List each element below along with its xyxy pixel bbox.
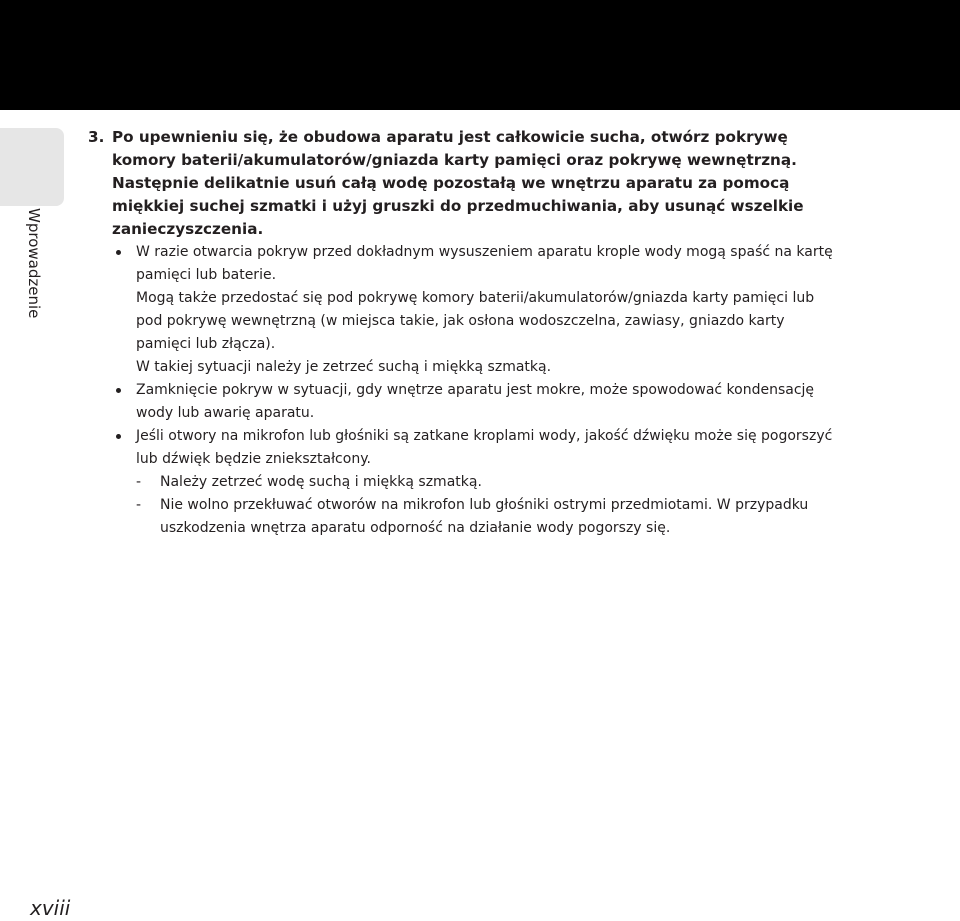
bullet-icon — [112, 241, 136, 379]
sub-item-text: Należy zetrzeć wodę suchą i miękką szmatką. — [160, 474, 482, 490]
header-band — [0, 0, 960, 110]
note-paragraph: W takiej sytuacji należy je zetrzeć suchą i miękką szmatką. — [136, 359, 552, 375]
step-3 — [88, 126, 948, 241]
note-paragraph: W razie otwarcia pokryw przed dokładnym wysuszeniem aparatu krople wody mogą spaść na kartę pamięci lub baterie. — [136, 244, 833, 283]
dash-marker: - — [136, 474, 142, 490]
section-label: Wprowadzenie — [25, 208, 43, 319]
dash-marker: - — [136, 497, 142, 513]
sub-item-text: Nie wolno przekłuwać otworów na mikrofon lub głośniki ostrymi przedmiotami. W przypadku uszkodzenia wnętrza aparatu odporność na działanie wody pogorszy się. — [160, 497, 809, 536]
notes-list — [88, 241, 948, 540]
note-paragraph: Zamknięcie pokryw w sytuacji, gdy wnętrze aparatu jest mokre, może spowodować kondensację wody lub awarię aparatu. — [136, 382, 815, 421]
step-text: Po upewnieniu się, że obudowa aparatu jest całkowicie sucha, otwórz pokrywę komory baterii/akumulatorów/gniazda karty pamięci oraz pokrywę wewnętrzną. Następnie delikatnie usuń całą wodę pozostałą we wnętrzu aparatu za pomocą miękkiej suchej szmatki i użyj gruszki do przedmuchiwania, aby usunąć wszelkie zanieczyszczenia. — [112, 128, 804, 238]
list-item — [112, 241, 842, 379]
sub-list-item — [136, 494, 842, 540]
bullet-icon — [112, 379, 136, 425]
bullet-icon — [112, 425, 136, 540]
sub-list-item — [136, 471, 842, 494]
list-item — [112, 379, 842, 425]
note-paragraph: Jeśli otwory na mikrofon lub głośniki są zatkane kroplami wody, jakość dźwięku może się pogorszyć lub dźwięk będzie zniekształcony. — [136, 428, 833, 467]
sub-list — [136, 471, 842, 540]
section-tab — [0, 128, 64, 206]
step-number: 3. — [88, 128, 105, 146]
page-content — [88, 126, 948, 540]
note-paragraph: Mogą także przedostać się pod pokrywę komory baterii/akumulatorów/gniazda karty pamięci lub pod pokrywę wewnętrzną (w miejsca takie, jak osłona wodoszczelna, zawiasy, gniazdo karty pamięci lub złącza). — [136, 290, 815, 352]
list-item — [112, 425, 842, 540]
page-number: xviii — [30, 896, 71, 920]
